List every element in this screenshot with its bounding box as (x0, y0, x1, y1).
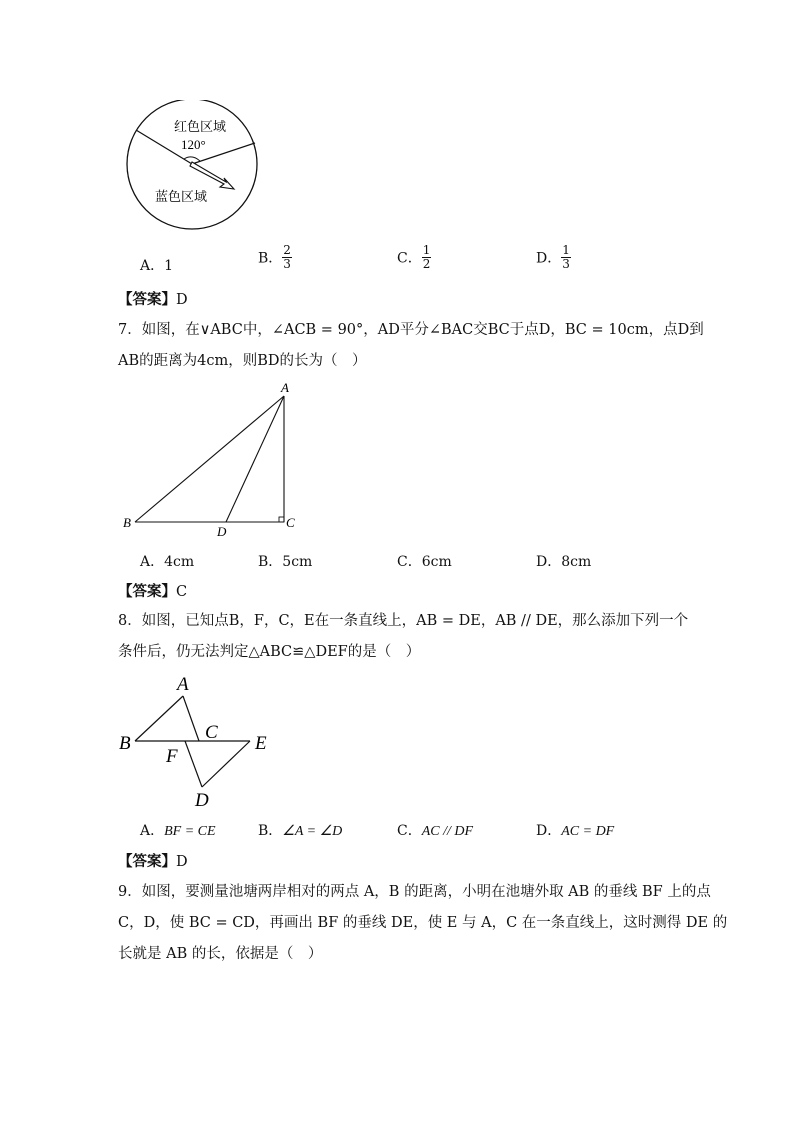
fraction: $\frac{1}{2}$ (422, 243, 431, 271)
q7-question-line-1: 7．如图，在∨ABC中，∠ACB = 90°，AD平分∠BAC交BC于点D，BC = 10cm，点D到 (118, 322, 704, 338)
q6-option-b[interactable]: B． $\frac{2}{3}$ (258, 243, 291, 271)
point-label-e: E (255, 733, 267, 754)
point-label-b: B (119, 733, 131, 754)
q8-question-line-1: 8．如图，已知点B，F，C，E在一条直线上，AB = DE，AB // DE，那么添加下列一个 (118, 613, 689, 629)
q8-answer: 【答案】D (118, 853, 188, 870)
q8-figure (118, 670, 288, 812)
q8-option-d[interactable]: D．AC = DF (536, 823, 615, 839)
q7-option-a[interactable]: A．4cm (140, 554, 195, 570)
q7-option-b[interactable]: B．5cm (258, 554, 313, 570)
q9-question-line-1: 9．如图，要测量池塘两岸相对的两点 A，B 的距离，小明在池塘外取 AB 的垂线 BF 上的点 (118, 884, 711, 900)
q7-option-d[interactable]: D．8cm (536, 554, 592, 570)
side-ab (135, 396, 284, 522)
q8-option-b[interactable]: B．∠A = ∠D (258, 823, 343, 839)
q7-answer: 【答案】C (118, 583, 188, 600)
q7-question-line-2: AB的距离为4cm，则BD的长为（ ） (118, 353, 367, 369)
angle-label: 120° (181, 137, 206, 152)
q7-triangle-figure (118, 380, 308, 540)
q6-option-a[interactable]: A．1 (140, 258, 174, 274)
point-label-c: C (286, 515, 295, 530)
q7-option-c[interactable]: C．6cm (397, 554, 452, 570)
q8-option-a[interactable]: A．BF = CE (140, 823, 216, 839)
q9-question-line-3: 长就是 AB 的长，依据是（ ） (118, 946, 323, 962)
point-label-d: D (195, 790, 209, 811)
q6-option-c[interactable]: C． $\frac{1}{2}$ (397, 243, 431, 271)
segment-ad (226, 396, 284, 522)
q9-question-line-2: C，D，使 BC = CD，再画出 BF 的垂线 DE，使 E 与 A，C 在一条直线上，这时测得 DE 的 (118, 915, 728, 931)
segment-ac (183, 696, 199, 741)
segment-fd (185, 741, 202, 787)
segment-ba (135, 696, 183, 741)
q8-question-line-2: 条件后，仍无法判定△ABC≌△DEF的是（ ） (118, 644, 421, 660)
point-label-a: A (281, 380, 289, 395)
point-label-d: D (217, 524, 227, 539)
point-label-c: C (205, 722, 218, 743)
fraction: $\frac{2}{3}$ (283, 243, 291, 271)
segment-de (202, 741, 250, 787)
q6-answer: 【答案】D (118, 291, 188, 308)
q6-option-d[interactable]: D． $\frac{1}{3}$ (536, 243, 570, 271)
right-angle-mark (279, 517, 284, 522)
fraction: $\frac{1}{3}$ (562, 243, 570, 271)
point-label-a: A (177, 674, 189, 695)
q8-option-c[interactable]: C．AC // DF (397, 823, 474, 839)
spinner-figure (120, 100, 270, 235)
arrow-pointer-icon (190, 162, 234, 189)
point-label-b: B (123, 515, 131, 530)
point-label-f: F (166, 746, 178, 767)
blue-region-label: 蓝色区域 (155, 189, 208, 204)
red-region-label: 红色区域 (174, 119, 227, 134)
